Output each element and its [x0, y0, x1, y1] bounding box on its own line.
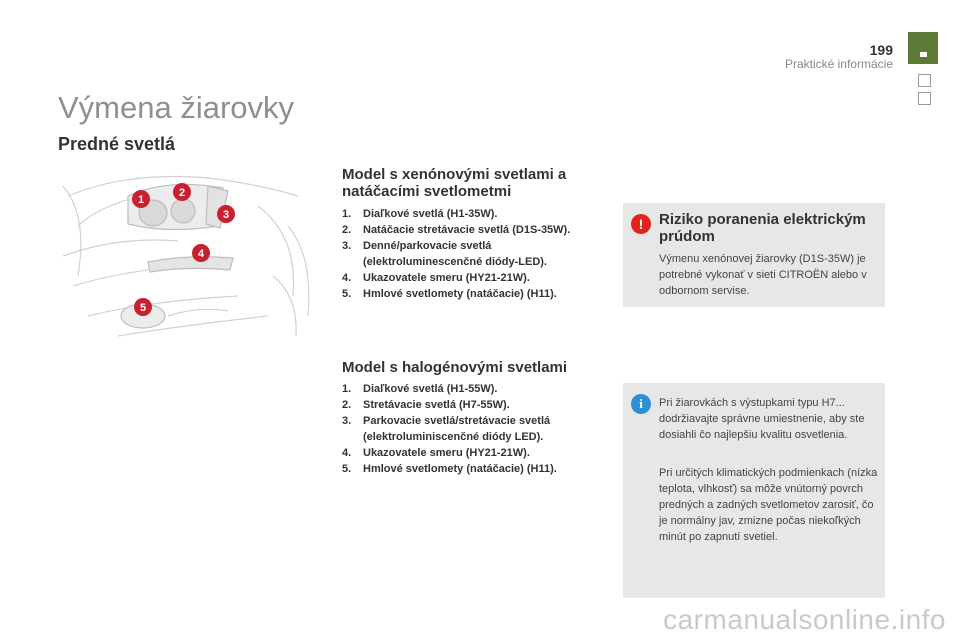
- page-number: 199: [869, 42, 893, 58]
- warning-title: Riziko poranenia elektrickým prúdom: [659, 211, 866, 245]
- info-paragraph: Pri určitých klimatických podmienkach (nízka teplota, vlhkosť) sa môže vnútorný povrch predných a zadných svetlometov zarosiť, čo je normálny jav, zmizne počas niekoľkých minút po zapnutí svetiel.: [659, 467, 878, 543]
- info-box: [623, 383, 885, 598]
- item-number: 1.: [342, 383, 352, 395]
- page-title: Výmena žiarovky: [58, 90, 295, 125]
- item-number: 5.: [342, 463, 352, 475]
- list-item: [342, 222, 612, 238]
- item-number: 2.: [342, 399, 352, 411]
- chapter-tab[interactable]: [918, 92, 931, 105]
- item-text: Hmlové svetlomety (natáčacie) (H11).: [363, 463, 557, 475]
- item-number: 2.: [342, 224, 352, 236]
- callout-3: 3: [222, 209, 230, 221]
- callout-1: 1: [137, 194, 145, 206]
- list-item: [342, 413, 612, 445]
- xenon-heading: Model s xenónovými svetlami a natáčacími svetlometmi: [342, 166, 567, 200]
- list-item: [342, 206, 612, 222]
- item-text: Stretávacie svetlá (H7-55W).: [363, 399, 510, 411]
- list-item: [342, 270, 612, 286]
- list-item: [342, 381, 612, 397]
- headlight-illustration: [58, 166, 320, 342]
- list-item: [342, 445, 612, 461]
- halogen-bulb-list: [342, 381, 612, 477]
- section-heading: Predné svetlá: [58, 134, 176, 154]
- item-text: Diaľkové svetlá (H1-55W).: [363, 383, 498, 395]
- chapter-tab-active[interactable]: [908, 32, 938, 64]
- chapter-tab[interactable]: [918, 74, 931, 87]
- watermark: carmanualsonline.info: [663, 604, 946, 635]
- list-item: [342, 397, 612, 413]
- item-number: 3.: [342, 240, 352, 252]
- item-number: 5.: [342, 288, 352, 300]
- item-text: Ukazovatele smeru (HY21-21W).: [363, 447, 530, 459]
- item-text: Natáčacie stretávacie svetlá (D1S-35W).: [363, 224, 571, 236]
- callout-4: 4: [197, 248, 205, 260]
- xenon-bulb-list: [342, 206, 612, 302]
- callout-2: 2: [178, 187, 186, 199]
- item-text: Denné/parkovacie svetlá (elektroluminescenčné diódy-LED).: [363, 240, 547, 268]
- warning-icon: !: [631, 214, 651, 234]
- item-text: Hmlové svetlomety (natáčacie) (H11).: [363, 288, 557, 300]
- info-icon: i: [631, 394, 651, 414]
- callout-5: 5: [139, 302, 147, 314]
- halogen-heading: Model s halogénovými svetlami: [342, 359, 568, 376]
- item-number: 1.: [342, 208, 352, 220]
- list-item: [342, 461, 612, 477]
- list-item: [342, 238, 612, 270]
- item-number: 3.: [342, 415, 352, 427]
- warning-text: Výmenu xenónovej žiarovky (D1S-35W) je potrebné vykonať v sieti CITROËN alebo v odbornom servise.: [659, 253, 867, 297]
- item-text: Ukazovatele smeru (HY21-21W).: [363, 272, 530, 284]
- item-text: Parkovacie svetlá/stretávacie svetlá (elektroluminiscenčné diódy LED).: [363, 415, 551, 443]
- warning-box: [623, 203, 885, 307]
- item-text: Diaľkové svetlá (H1-35W).: [363, 208, 498, 220]
- item-number: 4.: [342, 272, 352, 284]
- list-item: [342, 286, 612, 302]
- item-number: 4.: [342, 447, 352, 459]
- info-paragraph: Pri žiarovkách s výstupkami typu H7... dodržiavajte správne umiestnenie, aby ste dosiahli čo najlepšiu kvalitu osvetlenia.: [659, 397, 865, 441]
- section-name: Praktické informácie: [784, 57, 893, 71]
